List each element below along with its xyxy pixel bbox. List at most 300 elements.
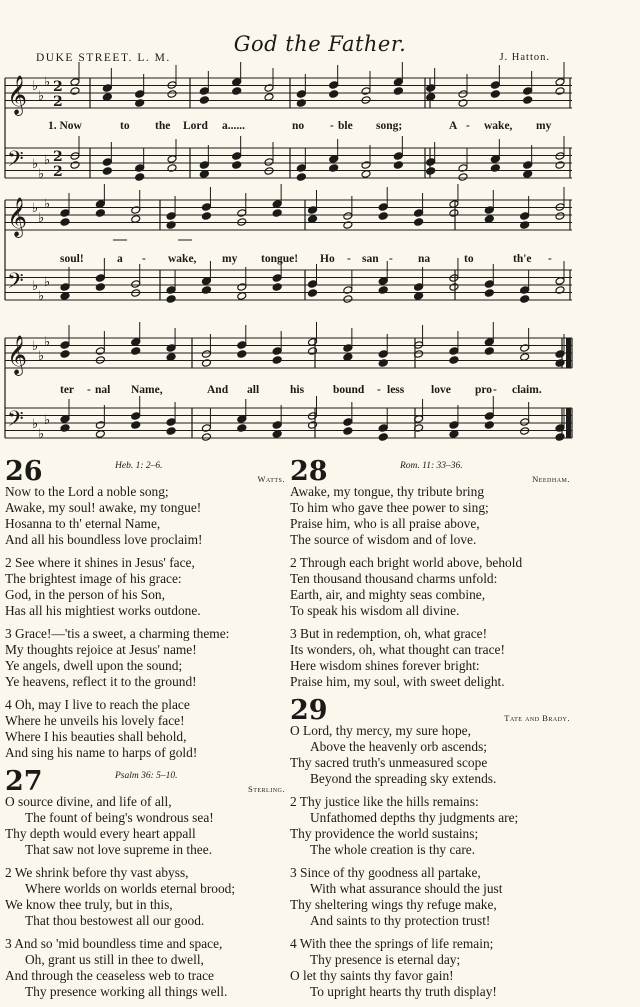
note-head [378,286,388,295]
note-head [131,280,141,289]
note-head [201,212,211,221]
note-head [167,155,177,164]
note-head [523,170,533,179]
note-head [426,93,436,102]
lyric-syllable: - [389,253,393,265]
note-head [199,96,209,105]
note-head [167,164,177,173]
stanza-line: Ten thousand thousand charms unfold: [290,571,498,586]
note-head [232,78,242,87]
lyric-syllable: to [464,253,474,265]
flat-icon: ♭ [32,79,39,94]
stanza-line: Its wonders, oh, what thought can trace! [290,642,505,657]
note-head [166,344,176,353]
note-head [131,206,141,215]
note-head [272,274,282,283]
note-head [414,283,424,292]
note-head [308,347,318,356]
note-head [237,350,247,359]
time-signature: 2 [53,164,63,180]
stanza-line: The source of wisdom and of love. [290,532,477,547]
note-head [555,350,565,359]
lyric-syllable: A [449,120,458,132]
note-head [555,424,565,433]
stanza-line: That saw not love supreme in thee. [25,842,213,857]
flat-icon: ♭ [38,211,45,226]
stanza-line: Praise him, my soul, with sweet delight. [290,674,505,689]
note-head [237,283,247,292]
note-head [135,173,145,182]
note-head [449,209,459,218]
lyric-syllable: - [548,253,552,265]
note-head [555,212,565,221]
stanza-line: Where worlds on worlds eternal brood; [25,881,236,896]
note-head [343,344,353,353]
hymn-number: 29 [290,695,328,726]
time-signature: 2 [53,149,63,165]
stanza-line: To speak his wisdom all divine. [290,603,460,618]
flat-icon: ♭ [32,201,39,216]
note-head [199,87,209,96]
note-head [484,289,494,298]
stanza-line: Beyond the spreading sky extends. [310,771,497,786]
note-head [232,87,242,96]
note-head [296,173,306,182]
note-head [520,344,530,353]
note-head [237,292,247,301]
note-head [201,424,211,433]
lyric-syllable: ble [338,120,353,132]
lyric-syllable: all [247,384,260,396]
stanza [290,555,572,619]
note-head [426,158,436,167]
stanza-line: To upright hearts thy truth display! [310,984,497,999]
stanza-line: 2 Thy justice like the hills remains: [290,794,479,809]
stanza-line: Above the heavenly orb ascends; [310,739,487,754]
note-head [131,421,141,430]
note-head [296,164,306,173]
hymn-header [5,456,287,487]
note-head [449,356,459,365]
stanza-line: 3 But in redemption, oh, what grace! [290,626,488,641]
lyric-syllable: Lord [183,120,208,132]
bass-clef-icon: 𝄢 [7,407,24,437]
lyric-syllable: 1. Now [48,120,82,132]
note-head [555,203,565,212]
note-head [131,412,141,421]
note-head [166,221,176,230]
hymn-author: Watts. [257,474,285,484]
note-head [60,218,70,227]
note-head [232,161,242,170]
note-head [449,283,459,292]
lyric-syllable: the [155,120,171,132]
note-head [458,173,468,182]
note-head [361,96,371,105]
note-head [167,81,177,90]
stanza [5,555,287,619]
flat-icon: ♭ [44,413,51,428]
stanza-line: And sing his name to harps of gold! [5,745,198,760]
note-head [201,277,211,286]
lyric-syllable: wake, [484,120,513,132]
note-head [329,155,339,164]
note-head [135,90,145,99]
lyric-syllable: no [292,120,305,132]
note-head [272,421,282,430]
note-head [343,221,353,230]
note-head [60,283,70,292]
lyric-syllable: a [117,253,123,265]
hymn-number: 26 [5,456,43,487]
flat-icon: ♭ [44,75,51,90]
note-head [520,427,530,436]
lyric-syllable: claim. [512,384,542,396]
page-title: God the Father. [233,32,407,56]
stanza-line: Praise him, who is all praise above, [290,516,480,531]
flat-icon: ♭ [44,335,51,350]
composer-name: J. Hatton. [499,52,550,63]
note-head [166,418,176,427]
note-head [60,209,70,218]
note-head [393,161,403,170]
note-head [555,359,565,368]
note-head [95,430,105,439]
lyric-syllable: song; [376,120,403,132]
note-head [329,81,339,90]
note-head [95,274,105,283]
stanza-line: 4 With thee the springs of life remain; [290,936,494,951]
note-head [520,295,530,304]
hymn-block [5,768,287,1000]
lyric-syllable: th'e [513,253,532,265]
note-head [458,90,468,99]
note-head [555,433,565,442]
stanza-line: The brightest image of his grace: [5,571,182,586]
stanza-line: We know thee truly, but in this, [5,897,173,912]
stanza-line: And through the ceaseless web to trace [5,968,214,983]
note-head [135,99,145,108]
note-head [95,356,105,365]
note-head [95,209,105,218]
note-head [264,84,274,93]
note-head [264,158,274,167]
note-head [272,347,282,356]
note-head [264,167,274,176]
stanza-line: 2 See where it shines in Jesus' face, [5,555,195,570]
note-head [449,274,459,283]
bass-clef-icon: 𝄢 [7,269,24,299]
note-head [60,415,70,424]
lyric-syllable: nal [95,384,111,396]
stanza-line: That thou bestowest all our good. [25,913,205,928]
lyric-syllable: san [362,253,379,265]
note-head [166,212,176,221]
stanza-line: Thy sacred truth's unmeasured scope [290,755,488,770]
note-head [555,286,565,295]
hymn-header [5,766,287,797]
stanza-line: O let thy saints thy favor gain! [290,968,454,983]
lyric-syllable: wake, [168,253,197,265]
note-head [308,412,318,421]
note-head [378,203,388,212]
note-head [237,424,247,433]
flat-icon: ♭ [32,417,39,432]
stanza-line: 3 Since of thy goodness all partake, [290,865,481,880]
note-head [458,99,468,108]
note-head [523,87,533,96]
note-head [70,161,80,170]
lyric-syllable: ter [60,384,75,396]
note-head [484,338,494,347]
flat-icon: ♭ [38,89,45,104]
stanza-line: Thy sheltering wings thy refuge make, [290,897,497,912]
scripture-reference: Psalm 36: 5–10. [115,771,178,781]
stanza-line: 2 We shrink before thy vast abyss, [5,865,189,880]
note-head [520,286,530,295]
note-head [329,164,339,173]
stanza-line: O Lord, thy mercy, my sure hope, [290,723,471,738]
bass-clef-icon: 𝄢 [7,147,24,177]
note-head [201,359,211,368]
note-head [378,212,388,221]
hymn-author: Sterling. [247,784,285,794]
lyric-syllable: And [207,384,229,396]
note-head [490,155,500,164]
stanza-line: Oh, grant us still in thee to dwell, [25,952,204,967]
note-head [490,81,500,90]
stanza-line: With what assurance should the just [310,881,503,896]
note-head [166,295,176,304]
note-head [343,212,353,221]
hymn-header [290,695,572,726]
lyric-syllable: less [387,384,405,396]
note-head [490,90,500,99]
note-head [70,87,80,96]
note-head [414,218,424,227]
note-head [484,215,494,224]
stanza-line: Thy depth would every heart appall [5,826,196,841]
lyric-syllable: pro [475,384,493,396]
lyric-syllable: - [330,120,334,132]
note-head [484,412,494,421]
note-head [308,421,318,430]
treble-clef-icon: 𝄞 [7,335,28,375]
stanza-line: Thy providence the world sustains; [290,826,479,841]
stanza-line: Ye angels, dwell upon the sound; [5,658,183,673]
stanza-line: Has all his mightiest works outdone. [5,603,201,618]
stanza [290,626,572,690]
final-barline [566,338,571,368]
stanza-line: 3 And so 'mid boundless time and space, [5,936,223,951]
stanza-line: 2 Through each bright world above, behold [290,555,523,570]
flat-icon: ♭ [44,275,51,290]
note-head [449,200,459,209]
stanza-line: God, in the person of his Son, [5,587,165,602]
note-head [199,161,209,170]
lyric-syllable: - [493,384,497,396]
note-head [272,356,282,365]
note-head [308,206,318,215]
time-signature: 2 [53,79,63,95]
stanza-line: Earth, air, and mighty seas combine, [290,587,486,602]
lyric-syllable: my [536,120,552,132]
note-head [272,209,282,218]
stanza [5,936,287,1000]
note-head [201,286,211,295]
note-head [131,215,141,224]
stanza-line: Awake, my tongue, thy tribute bring [290,484,485,499]
note-head [329,90,339,99]
note-head [378,424,388,433]
note-head [308,289,318,298]
note-head [102,84,112,93]
flat-icon: ♭ [38,167,45,182]
note-head [361,170,371,179]
lyric-syllable: Name, [131,384,163,396]
hymn-block [5,458,287,761]
note-head [378,433,388,442]
note-head [131,347,141,356]
note-head [343,418,353,427]
note-head [166,353,176,362]
stanza-line: Where I his beauties shall behold, [5,729,187,744]
note-head [343,353,353,362]
stanza-line: Ye heavens, reflect it to the ground! [5,674,197,689]
lyric-syllable: Ho [320,253,335,265]
hymn-block [290,458,572,690]
note-head [343,427,353,436]
lyric-syllable: bound [333,384,365,396]
lyric-syllable: his [290,384,305,396]
flat-icon: ♭ [32,157,39,172]
lyric-syllable: - [347,253,351,265]
stanza-line: The whole creation is thy care. [310,842,476,857]
flat-icon: ♭ [38,289,45,304]
note-head [520,353,530,362]
flat-icon: ♭ [38,427,45,442]
stanza [290,865,572,929]
note-head [378,277,388,286]
stanza [5,794,287,858]
stanza [5,484,287,548]
treble-clef-icon: 𝄞 [7,75,28,115]
note-head [490,164,500,173]
stanza-line: Hosanna to th' eternal Name, [5,516,161,531]
note-head [361,87,371,96]
note-head [523,96,533,105]
note-head [95,421,105,430]
note-head [95,347,105,356]
stanza-line: Awake, my soul! awake, my tongue! [5,500,202,515]
note-head [343,286,353,295]
stanza [290,936,572,1000]
hymn-column-right [290,458,572,1007]
note-head [60,424,70,433]
scripture-reference: Rom. 11: 33–36. [400,461,463,471]
stanza-line: 3 Grace!—'tis a sweet, a charming theme: [5,626,230,641]
lyric-syllable: na [418,253,431,265]
flat-icon: ♭ [32,279,39,294]
note-head [272,430,282,439]
stanza [290,723,572,787]
note-head [60,292,70,301]
note-head [555,277,565,286]
stanza-line: Unfathomed depths thy judgments are; [310,810,519,825]
note-head [555,78,565,87]
note-head [484,280,494,289]
note-head [449,430,459,439]
stanza [290,794,572,858]
note-head [555,87,565,96]
lyric-syllable: tongue! [261,253,299,265]
note-head [237,209,247,218]
hymn-header [290,456,572,487]
stanza-line: The fount of being's wondrous sea! [25,810,214,825]
note-head [361,161,371,170]
lyric-syllable: soul! [60,253,84,265]
note-head [166,427,176,436]
stanza-line: My thoughts rejoice at Jesus' name! [5,642,197,657]
note-head [272,283,282,292]
stanza [5,865,287,929]
note-head [60,350,70,359]
lyric-syllable: - [87,384,91,396]
hymn-column-left [5,458,287,1007]
note-head [60,341,70,350]
note-head [232,152,242,161]
note-head [449,347,459,356]
note-head [523,161,533,170]
note-head [166,286,176,295]
note-head [520,418,530,427]
stanza-line: Thy presence is eternal day; [310,952,461,967]
note-head [131,289,141,298]
note-head [296,90,306,99]
note-head [201,203,211,212]
treble-clef-icon: 𝄞 [7,197,28,237]
final-barline [566,408,571,438]
note-head [237,415,247,424]
note-head [70,78,80,87]
hymn-number: 28 [290,456,328,487]
note-head [393,78,403,87]
note-head [237,341,247,350]
stanza-line: To him who gave thee power to sing; [290,500,489,515]
flat-icon: ♭ [44,153,51,168]
flat-icon: ♭ [44,197,51,212]
note-head [555,161,565,170]
hymn-author: Tate and Brady. [504,713,570,723]
note-head [102,93,112,102]
stanza-line: Thy presence working all things well. [25,984,228,999]
note-head [131,338,141,347]
note-head [237,218,247,227]
note-head [308,338,318,347]
note-head [484,347,494,356]
note-head [414,292,424,301]
scripture-reference: Heb. 1: 2–6. [115,461,163,471]
note-head [70,152,80,161]
lyric-syllable: to [120,120,130,132]
note-head [484,206,494,215]
note-head [296,99,306,108]
note-head [102,158,112,167]
hymn-author: Needham. [532,474,570,484]
note-head [520,221,530,230]
note-head [201,433,211,442]
note-head [378,359,388,368]
